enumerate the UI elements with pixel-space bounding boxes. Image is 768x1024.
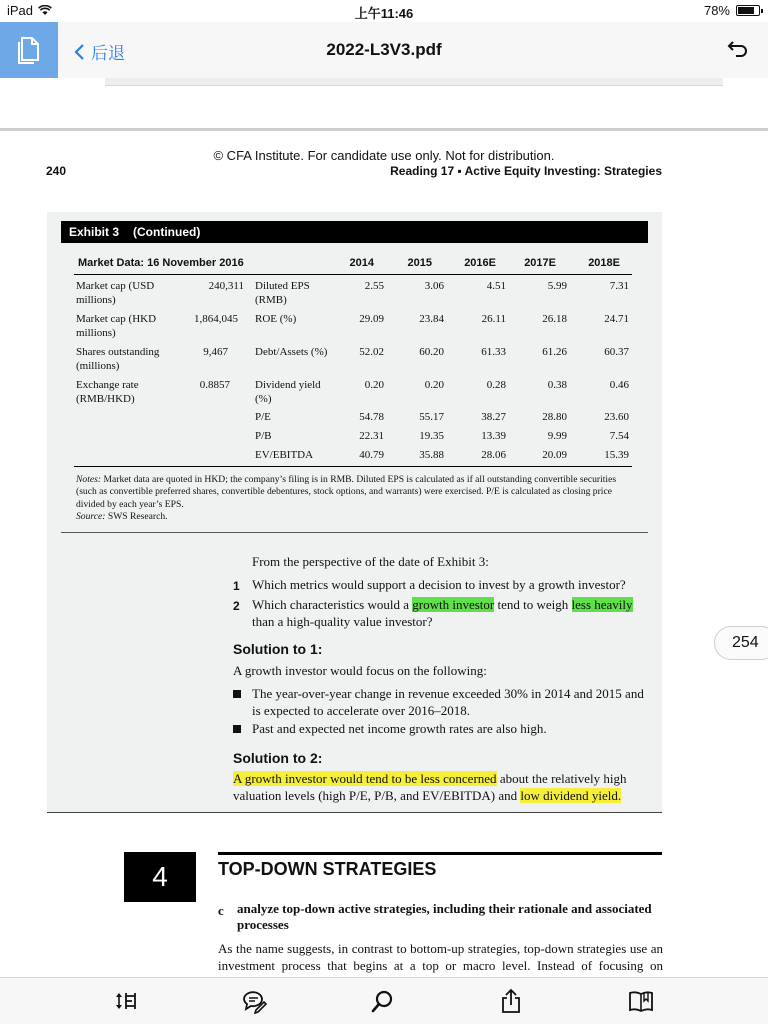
highlight-yellow[interactable]: low dividend yield. [520,788,622,803]
question-1: Which metrics would support a decision to invest by a growth investor? [252,577,626,592]
solution-2-heading: Solution to 2: [233,750,323,766]
metric-value: 0.46 [609,379,629,391]
metric-value: 54.78 [359,411,384,423]
metric-label: Debt/Assets (%) [255,346,328,358]
metric-value: 2.55 [364,280,384,292]
metric-value: 23.60 [604,411,629,423]
metric-value: 60.37 [604,346,629,358]
table-rule [74,274,632,275]
metric-value: 3.06 [424,280,444,292]
battery-icon [736,5,760,16]
solution-1-heading: Solution to 1: [233,641,323,657]
exhibit-notes [76,474,636,524]
metric-value: 52.02 [359,346,384,358]
metric-value: 15.39 [604,449,629,461]
annotate-icon[interactable] [241,988,267,1014]
market-value: 240,311 [208,280,244,292]
return-button[interactable] [726,38,750,63]
exhibit-subtitle: (Continued) [133,225,201,239]
solution-2-text [233,770,653,804]
nav-bar [0,22,768,78]
section-title: TOP-DOWN STRATEGIES [218,859,437,879]
exhibit-header [61,221,648,243]
solution-1-intro: A growth investor would focus on the following: [233,663,487,678]
market-label: Market cap (HKD millions) [76,313,157,339]
question-number: 2 [233,599,240,613]
year-header: 2018E [588,257,620,269]
table-rule [74,466,632,467]
metric-value: 24.71 [604,313,629,325]
metric-value: 4.51 [486,280,506,292]
bottom-toolbar [0,977,768,1024]
metric-value: 0.20 [424,379,444,391]
reading-title: Reading 17 ▪ Active Equity Investing: Strategies [390,164,662,178]
page-separator [0,128,768,131]
exhibit-bottom-rule [61,532,648,533]
metric-value: 7.31 [609,280,629,292]
metric-value: 19.35 [419,430,444,442]
market-value: 1,864,045 [194,313,238,325]
year-header: 2015 [407,257,432,269]
market-data-header: Market Data: 16 November 2016 [78,257,244,269]
learning-outcome: analyze top-down active strategies, including their rationale and associated processes [237,901,652,932]
metric-label: P/B [255,430,272,442]
solution-2-body: about the relatively high valuation levels (high P/E, P/B, and EV/EBITDA) and [233,771,627,803]
market-label: Exchange rate (RMB/HKD) [76,379,139,405]
section-body: As the name suggests, in contrast to bottom-up strategies, top-down strategies use an investment process that begins at a top or macro level. Instead of focusing on [218,941,663,973]
question-2-text: Which characteristics would a [252,597,410,612]
search-icon[interactable] [370,988,396,1014]
copyright-notice: © CFA Institute. For candidate use only. Not for distribution. [213,148,555,163]
highlight-green[interactable]: less heavily [571,597,633,612]
year-header: 2014 [349,257,374,269]
metric-value: 0.20 [364,379,384,391]
exhibit-title: Exhibit 3 [69,225,120,239]
share-icon[interactable] [498,988,524,1014]
question-number: 1 [233,579,240,593]
metric-label: EV/EBITDA [255,449,314,461]
question-2 [252,596,652,630]
metric-value: 22.31 [359,430,384,442]
metric-value: 35.88 [419,449,444,461]
metric-value: 38.27 [481,411,506,423]
solution-1-bullet: Past and expected net income growth rates are also high. [252,721,547,736]
metric-value: 13.39 [481,430,506,442]
question-intro: From the perspective of the date of Exhibit 3: [252,554,489,569]
metric-value: 26.18 [542,313,567,325]
learning-outcome-marker: c [218,903,224,918]
highlight-yellow[interactable]: A growth investor would tend to be less concerned [233,771,497,786]
market-label: Market cap (USD millions) [76,280,155,306]
source-text: SWS Research. [107,511,168,523]
back-label: 后退 [91,44,125,63]
metric-label: ROE (%) [255,313,297,325]
year-header: 2016E [464,257,496,269]
section-number: 4 [124,852,196,902]
market-value: 9,467 [203,346,228,358]
metric-value: 5.99 [547,280,567,292]
return-arrow-icon [726,38,750,58]
page-number: 240 [46,164,67,178]
example-box-bottom [47,812,662,813]
metric-value: 7.54 [609,430,629,442]
status-bar [0,0,768,22]
metric-label: P/E [255,411,271,423]
metric-value: 61.33 [481,346,506,358]
notes-text: Market data are quoted in HKD; the company’s filing is in RMB. Diluted EPS is calculated as if all outstanding convertible securities (such as convertible preferred shares, convertible debentures, stock options, and warrants) were exercised. P/E is calculated as closing price divided by each year’s EPS. [76,474,617,510]
metric-value: 40.79 [359,449,384,461]
question-2-text: tend to weigh [497,597,569,612]
source-label: Source: [76,511,106,523]
metric-value: 9.99 [547,430,567,442]
question-2-text: than a high-quality value investor? [252,614,433,629]
section-rule [218,852,662,855]
metric-value: 26.11 [481,313,506,325]
metric-value: 28.80 [542,411,567,423]
market-value: 0.8857 [199,379,230,391]
metric-value: 23.84 [419,313,444,325]
page-indicator[interactable]: 254 [714,626,768,660]
bookmark-book-icon[interactable] [628,988,654,1014]
highlight-green[interactable]: growth investor [412,597,495,612]
year-header: 2017E [524,257,556,269]
metric-value: 60.20 [419,346,444,358]
metric-value: 55.17 [419,411,444,423]
battery-percent: 78% [703,3,730,18]
metric-value: 20.09 [542,449,567,461]
solution-1-bullet: The year-over-year change in revenue exceeded 30% in 2014 and 2015 and is expected to accelerate over 2016–2018. [252,686,644,718]
metric-value: 61.26 [542,346,567,358]
bullet-icon [233,725,241,733]
metric-label: Diluted EPS (RMB) [255,280,310,306]
document-title: 2022-L3V3.pdf [326,40,442,59]
page-scale-icon[interactable] [113,988,139,1014]
metric-value: 0.38 [547,379,567,391]
clock: 上午11:46 [354,6,414,21]
metric-value: 28.06 [481,449,506,461]
device-name: iPad [7,3,34,18]
bullet-icon [233,690,241,698]
previous-page-edge [105,78,723,86]
notes-label: Notes: [76,474,102,485]
metric-label: Dividend yield (%) [255,379,321,405]
market-label: Shares outstanding (millions) [76,346,160,372]
metric-value: 29.09 [359,313,384,325]
metric-value: 0.28 [486,379,506,391]
